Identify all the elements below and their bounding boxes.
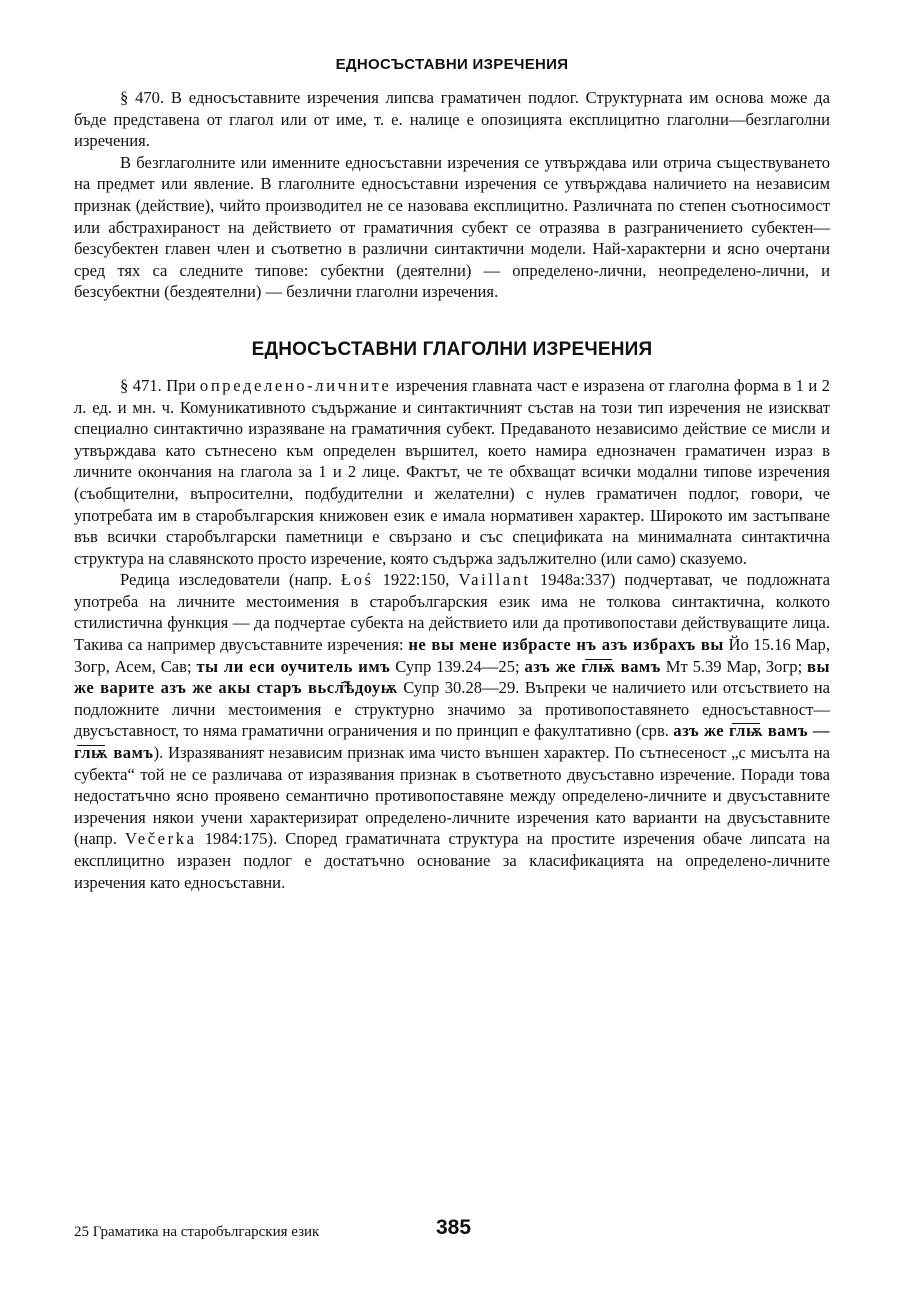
- author-name: Večerka: [125, 829, 197, 849]
- old-church-slavonic-quote: азъ же: [524, 656, 582, 676]
- page-number: 385: [436, 1216, 472, 1239]
- text-run: Мт 5.39 Мар, Зогр;: [660, 656, 808, 676]
- text-run: Редица изследователи (напр.: [120, 570, 341, 590]
- text-run: Йо 15.16 Мар, Зогр, Асем, Сав;: [74, 635, 830, 676]
- author-name: Łoś: [340, 570, 374, 590]
- titlo-abbreviation: глѭ: [581, 656, 616, 676]
- old-church-slavonic-quote: ты ли еси оучитель имъ: [196, 656, 391, 676]
- text-run: ). Изразяваният независим признак има чисто външен характер. По сътнесеност „с мисълта на субекта“ той не се различава от изразявания признак в съответното двусъставно изречение. Поради това недостатъчно ясно проявено семантично противопоставяне между определено-личните и двусъставните изречения някои учени характеризират определено-личните изречения като варианти на двусъставните (напр.: [74, 743, 830, 849]
- page-body: [74, 56, 830, 893]
- paragraph-470: § 470. В едносъставните изречения липсва граматичен подлог. Структурната им основа може да бъде представена от глагол или от име, т. е. налице е опозицията експлицитно глаголни—безглаголни изречения.: [74, 88, 830, 151]
- text-run: 1922:150,: [373, 570, 459, 590]
- old-church-slavonic-quote: не вы мене избрасте нъ азъ избрахъ вы: [408, 635, 724, 655]
- text-run: 1984:175). Според граматичната структура на простите изречения обаче липсата на експлицитно изразен подлог е достатъчно основание за класификацията на определено-личните изречения като едносъставни.: [74, 829, 830, 892]
- section-title: ЕДНОСЪСТАВНИ ГЛАГОЛНИ ИЗРЕЧЕНИЯ: [251, 338, 653, 360]
- emphasized-term: определено-личните: [199, 375, 392, 395]
- paragraph-470-continued: В безглаголните или именните едносъставни изречения се утвърждава или отрича съществуването на предмет или явление. В глаголните едносъставни изречения се утвърждава наличието на независим признак (действие), чийто производител не се назовава експлицитно. Различната по степен съотносимост или абстрахираност на действието от граматичния субект се отразява в разграничението субектен—безсубектен главен член и съответно в различни синтактични модели. Най-характерни и ясно очертани сред тях са следните типове: субектни (деятелни) — определено-лични, неопределено-лични, и безсубектни (бездеятелни) — безлични глаголни изречения.: [74, 152, 830, 302]
- paragraph-researchers: [74, 569, 830, 893]
- old-church-slavonic-quote: вамъ: [615, 656, 661, 676]
- running-header: ЕДНОСЪСТАВНИ ИЗРЕЧЕНИЯ: [335, 56, 569, 73]
- paragraph-471: [74, 375, 830, 569]
- text-run: 1948a:337) подчертават, че подложната употреба на личните местоимения в старобългарския език има не толкова синтактична, колкото стилистична функция — да подчертае субекта на действието или да противопостави действуващите лица. Такива са например двусъставните изречения:: [74, 570, 830, 655]
- old-church-slavonic-quote: вы же варите азъ же акы старъ вьсл҄ѣдоуѭ: [74, 656, 830, 698]
- old-church-slavonic-quote: вамъ —: [763, 721, 830, 741]
- text-run: Супр 139.24—25;: [390, 656, 525, 676]
- p471-part: § 471. При: [120, 375, 200, 395]
- text-run: Супр 30.28—29. Въпреки че наличието или отсъствието на подложните лични местоимения е структурно значимо за противопоставянето едносъставност—двусъставност, то няма граматични ограничения и по принцип е факултативно (срв.: [74, 678, 830, 741]
- signature-mark: 25 Граматика на старобългарския език: [74, 1224, 320, 1240]
- titlo-abbreviation: глѭ: [728, 721, 764, 741]
- author-name: Vaillant: [458, 570, 531, 590]
- p471-part: изречения главната част е изразена от глаголна форма в 1 и 2 л. ед. и мн. ч. Комуникативното съдържание и синтактичният състав на този тип изречения не изискват специално синтактично изразяване на граматичния субект. Предаваното независимо действие се мисли и утвърждава като сътнесено към определен вършител, което намира еднозначен граматичен израз в личните окончания на глагола за 1 и 2 лице. Фактът, че те обхващат всички модални типове изречения (съобщителни, въпросителни, подбудителни и желателни) с нулев граматичен подлог, говори, че употребата им в старобългарския книжовен език е имала нормативен характер. Широкото им застъпване във всички старобългарски паметници е свързано и със спецификата на минималната синтактична структура на славянското просто изречение, която съдържа задължително (или само) сказуемо.: [74, 375, 830, 568]
- old-church-slavonic-quote: азъ же: [673, 721, 729, 741]
- old-church-slavonic-quote: вамъ: [108, 743, 154, 763]
- titlo-abbreviation: глѭ: [74, 743, 109, 763]
